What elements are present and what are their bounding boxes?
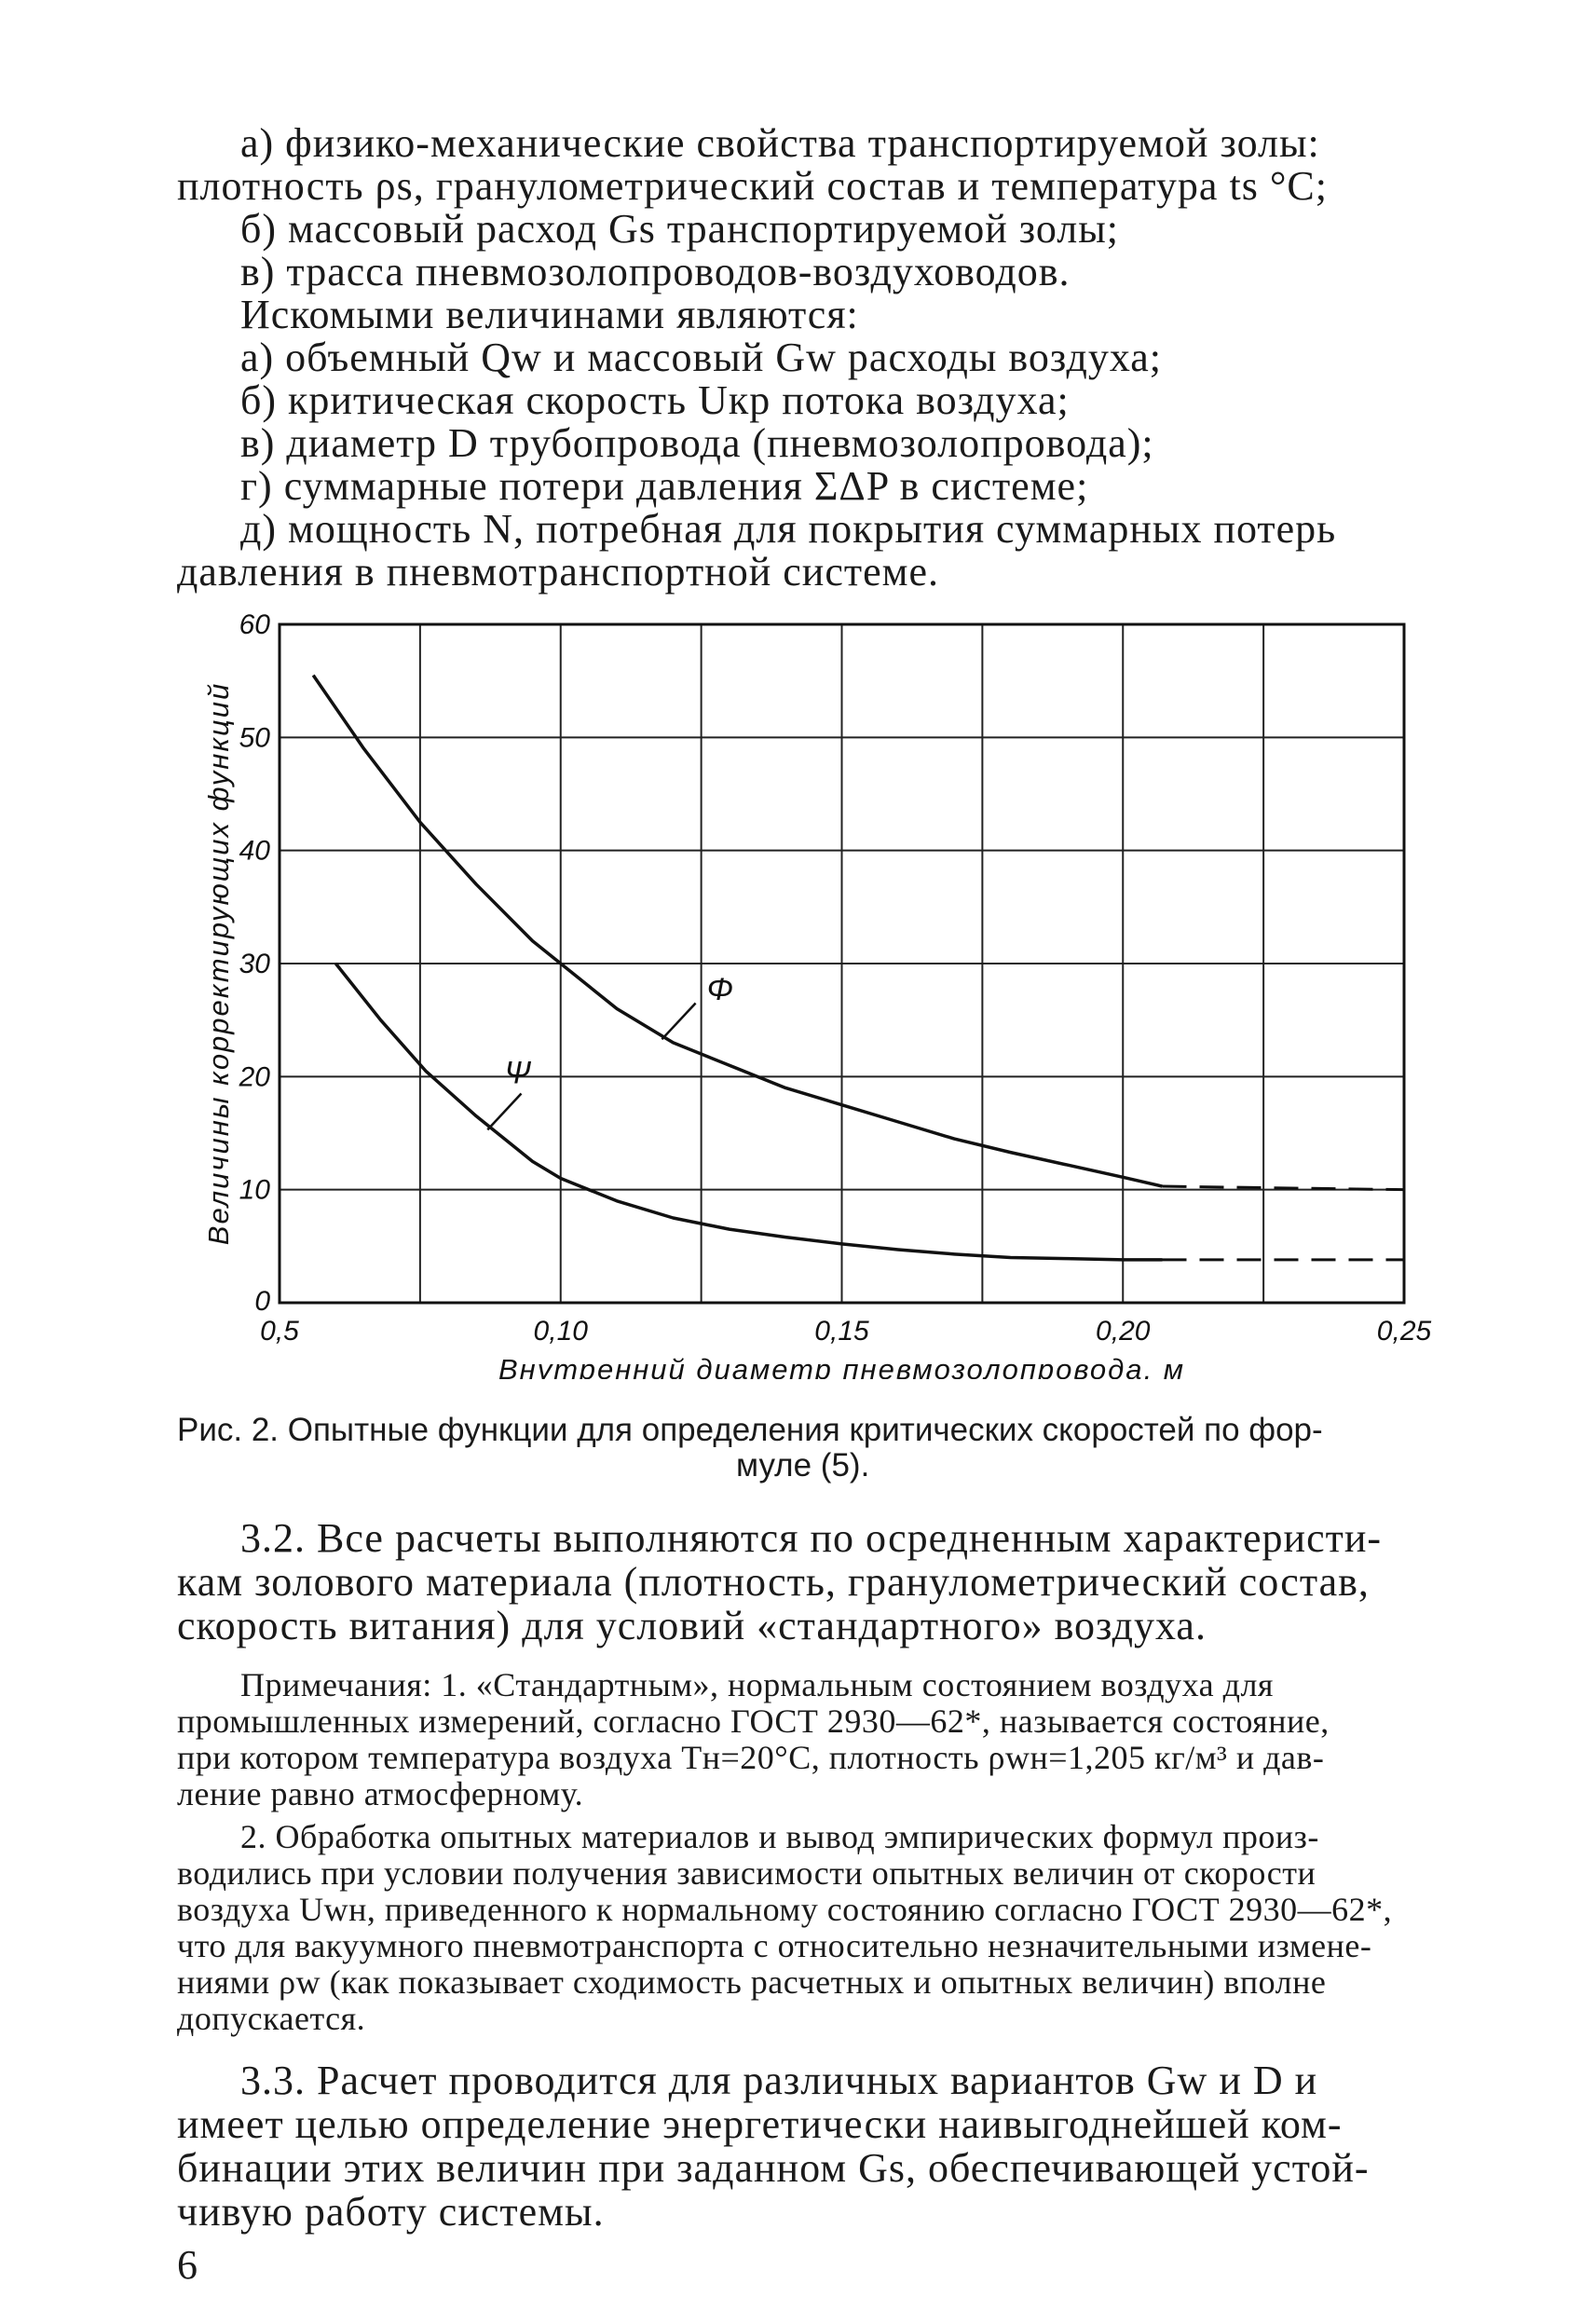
x-tick-label: 0,20	[1096, 1316, 1151, 1347]
y-tick-label: 60	[239, 609, 270, 640]
paragraph-line: бинации этих величин при заданном Gs, обеспечивающей устой-	[177, 2145, 1370, 2191]
figure-caption: Рис. 2. Опытные функции для определения критических скоростей по фор-	[177, 1412, 1323, 1448]
page-number: 6	[177, 2242, 198, 2288]
intro-line: Искомыми величинами являются:	[240, 292, 859, 337]
note-line: промышленных измерений, согласно ГОСТ 2930—62*, называется состояние,	[177, 1702, 1330, 1740]
x-axis-label: Внутренний диаметр пневмозолопровода, м	[498, 1353, 1185, 1379]
x-tick-label: 0,5	[260, 1316, 299, 1347]
note-line: Примечания: 1. «Стандартным», нормальным состоянием воздуха для	[240, 1666, 1274, 1703]
y-tick-label: 20	[239, 1061, 270, 1093]
intro-line: б) массовый расход Gs транспортируемой золы;	[240, 206, 1120, 252]
paragraph-line: скорость витания) для условий «стандартного» воздуха.	[177, 1603, 1207, 1648]
intro-line: а) физико-механические свойства транспортируемой золы:	[240, 120, 1320, 166]
intro-line: г) суммарные потери давления ΣΔP в системе;	[240, 463, 1089, 509]
intro-line: плотность ρs, гранулометрический состав и температура ts °C;	[177, 163, 1328, 209]
figure-caption: муле (5).	[736, 1447, 870, 1484]
intro-line: в) диаметр D трубопровода (пневмозолопровода);	[240, 420, 1154, 466]
series-line	[313, 676, 1162, 1186]
paragraph-line: 3.2. Все расчеты выполняются по осредненным характеристи-	[240, 1515, 1383, 1561]
series-label: Ψ	[504, 1055, 531, 1091]
note-line: при котором температура воздуха Tн=20°C, плотность ρwн=1,205 кг/м³ и дав-	[177, 1739, 1325, 1776]
figure-chart	[186, 596, 1435, 1379]
intro-line: давления в пневмотранспортной системе.	[177, 549, 940, 595]
note-line: 2. Обработка опытных материалов и вывод эмпирических формул произ-	[240, 1818, 1319, 1855]
intro-line: в) трасса пневмозолопроводов-воздуховодов.	[240, 249, 1071, 294]
x-tick-label: 0,15	[814, 1316, 869, 1347]
series-label-leader	[487, 1094, 521, 1130]
intro-line: б) критическая скорость Uкр потока воздуха;	[240, 377, 1070, 423]
paragraph-line: 3.3. Расчет проводится для различных вариантов Gw и D и	[240, 2058, 1318, 2103]
paragraph-line: кам золового материала (плотность, гранулометрический состав,	[177, 1559, 1370, 1605]
note-line: допускается.	[177, 2000, 366, 2037]
x-tick-label: 0,10	[533, 1316, 588, 1347]
note-line: ниями ρw (как показывает сходимость расчетных и опытных величин) вполне	[177, 1963, 1327, 2001]
intro-line: д) мощность N, потребная для покрытия суммарных потерь	[240, 506, 1337, 552]
paragraph-line: имеет целью определение энергетически наивыгоднейшей ком-	[177, 2101, 1343, 2147]
y-tick-label: 30	[239, 949, 270, 979]
series-label-leader	[662, 1003, 695, 1039]
chart-svg	[186, 596, 1435, 1379]
y-tick-label: 40	[239, 835, 270, 867]
note-line: ление равно атмосферному.	[177, 1775, 584, 1812]
series-label: Φ	[706, 971, 734, 1007]
y-tick-label: 50	[239, 722, 270, 754]
note-line: водились при условии получения зависимости опытных величин от скорости	[177, 1854, 1316, 1892]
series-line	[335, 964, 1162, 1260]
paragraph-line: чивую работу системы.	[177, 2189, 605, 2235]
y-axis-label: Величины корректирующих функций	[202, 681, 235, 1246]
note-line: что для вакуумного пневмотранспорта с относительно незначительными измене-	[177, 1927, 1372, 1964]
y-tick-label: 0	[254, 1286, 270, 1317]
y-tick-label: 10	[239, 1174, 270, 1206]
x-tick-label: 0,25	[1376, 1316, 1432, 1347]
note-line: воздуха Uwн, приведенного к нормальному состоянию согласно ГОСТ 2930—62*,	[177, 1891, 1393, 1928]
intro-line: а) объемный Qw и массовый Gw расходы воздуха;	[240, 335, 1163, 380]
